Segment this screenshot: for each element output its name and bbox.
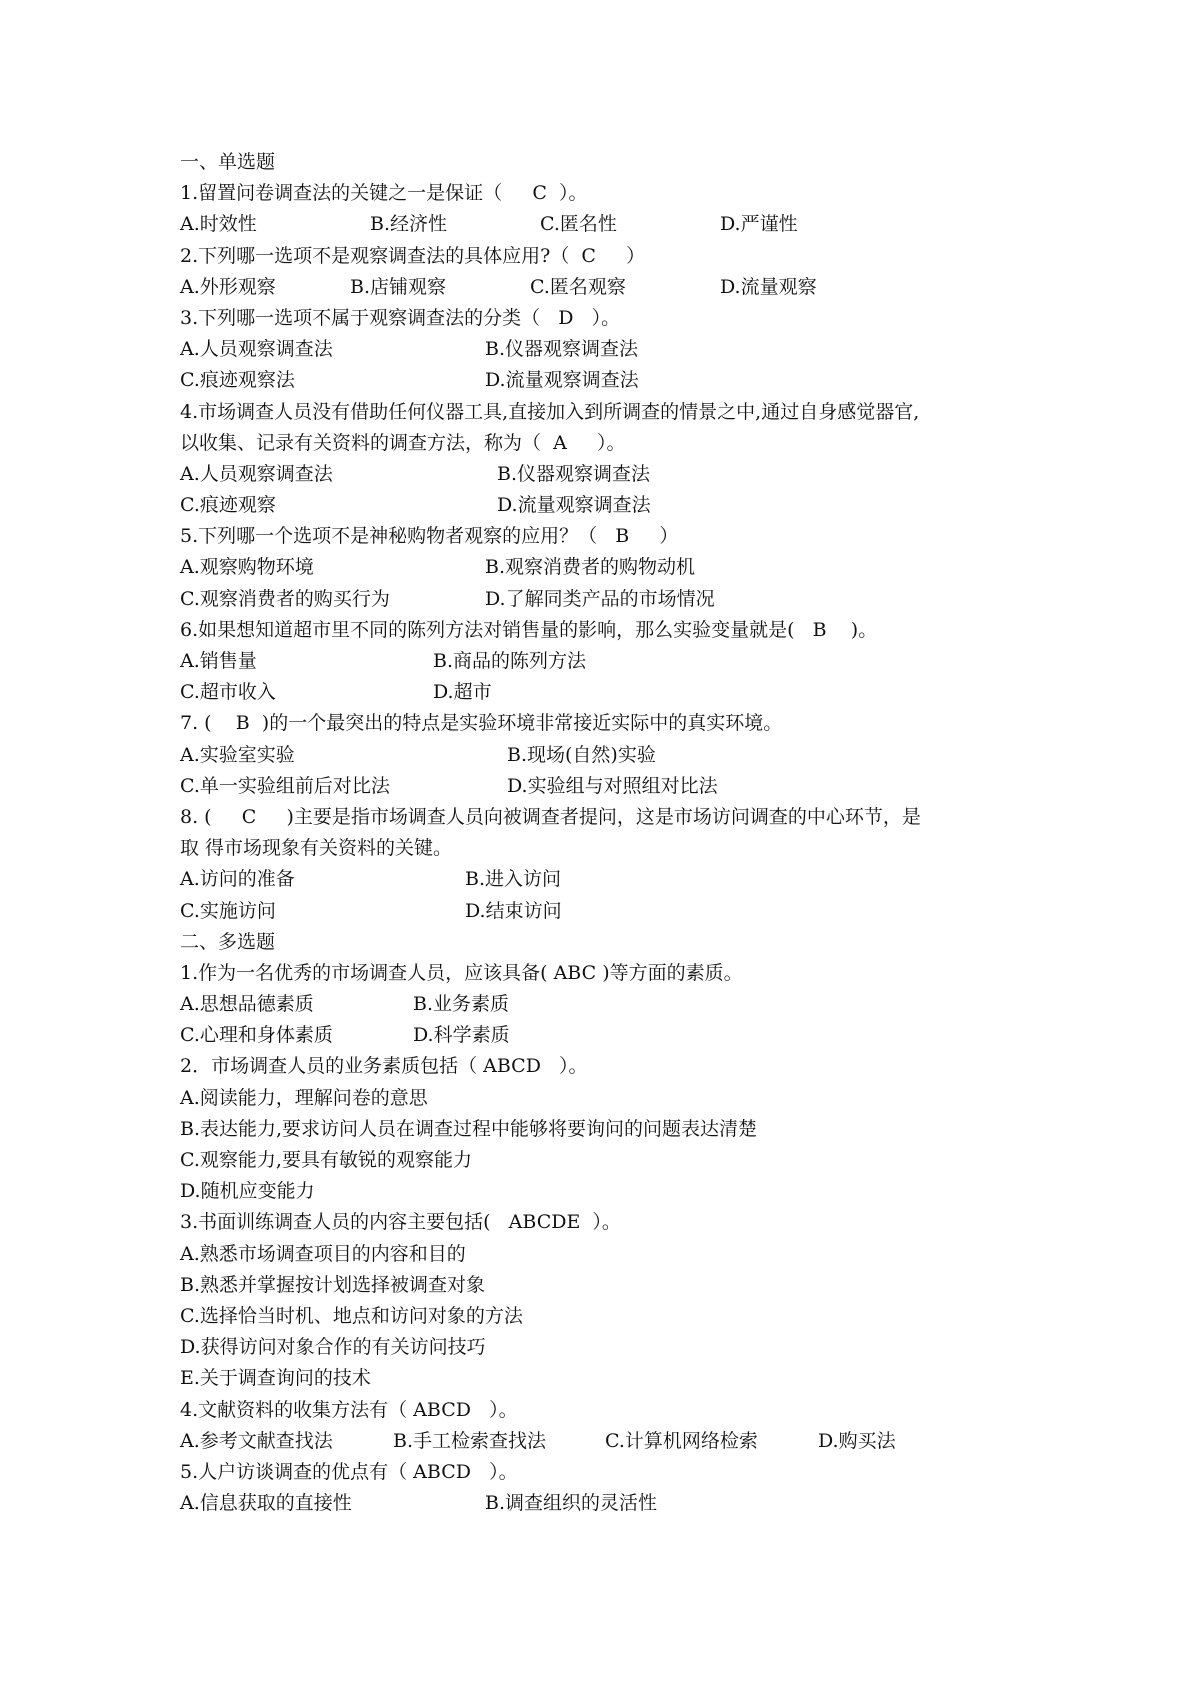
question-text: 5.下列哪一个选项不是神秘购物者观察的应用？（ B ）	[180, 525, 679, 548]
option-text: B.经济性	[370, 213, 448, 236]
option-row	[180, 272, 1080, 303]
option-text: B.商品的陈列方法	[433, 650, 587, 672]
option-text: C.心理和身体素质	[180, 1024, 333, 1047]
option-row	[180, 459, 1080, 490]
option-row	[180, 646, 1080, 677]
question-text: 3.书面训练调查人员的内容主要包括( ABCDE ）。	[180, 1211, 621, 1234]
option-text: B.进入访问	[465, 868, 562, 891]
option-text: C.实施访问	[180, 899, 276, 922]
option-row	[180, 896, 1080, 927]
option-text: A.人员观察调查法	[180, 462, 333, 485]
option-row	[180, 1020, 1080, 1051]
option-row	[180, 365, 1080, 396]
document-page	[180, 147, 1080, 1519]
question-text: 1.留置问卷调查法的关键之一是保证（ C ）。	[180, 182, 588, 205]
option-text: C.匿名性	[540, 213, 617, 236]
option-row	[180, 740, 1080, 771]
option-text: C.观察消费者的购买行为	[180, 587, 390, 610]
option-text: D.了解同类产品的市场情况	[485, 587, 715, 610]
question-text: 5.人户访谈调查的优点有（ ABCD ）。	[180, 1460, 518, 1483]
option-text: A.实验室实验	[180, 743, 295, 766]
question-text: B.熟悉并掌握按计划选择被调查对象	[180, 1273, 486, 1296]
question-text: D.随机应变能力	[180, 1180, 315, 1203]
option-text: B.手工检索查找法	[393, 1429, 547, 1452]
option-text: B.观察消费者的购物动机	[485, 556, 696, 579]
option-text: D.科学素质	[413, 1024, 510, 1047]
question-text: D.获得访问对象合作的有关访问技巧	[180, 1336, 486, 1359]
option-row	[180, 864, 1080, 895]
question-text: 3.下列哪一选项不属于观察调查法的分类（ D ）。	[180, 306, 621, 329]
option-text: A.人员观察调查法	[180, 338, 333, 361]
section-heading: 一、单选题	[180, 151, 276, 173]
option-text: D.超市	[433, 681, 492, 704]
option-text: A.访问的准备	[180, 868, 295, 891]
option-row	[180, 552, 1080, 583]
question-text: 以收集、记录有关资料的调查方法，称为（ A ）。	[180, 431, 626, 454]
option-row	[180, 334, 1080, 365]
option-row	[180, 771, 1080, 802]
option-text: A.观察购物环境	[180, 556, 314, 579]
option-text: D.严谨性	[720, 213, 798, 236]
option-text: A.时效性	[180, 213, 257, 236]
question-text: 2.下列哪一选项不是观察调查法的具体应用?（ C ）	[180, 244, 646, 267]
option-text: C.匿名观察	[530, 275, 626, 298]
option-text: A.外形观察	[180, 275, 276, 298]
question-text: C.选择恰当时机、地点和访问对象的方法	[180, 1304, 523, 1327]
question-text: 6.如果想知道超市里不同的陈列方法对销售量的影响，那么实验变量就是( B )。	[180, 618, 878, 641]
option-text: A.思想品德素质	[180, 993, 314, 1016]
question-text: E.关于调查询问的技术	[180, 1367, 371, 1390]
option-row	[180, 209, 1080, 240]
question-text: 取 得市场现象有关资料的关键。	[180, 837, 453, 860]
option-row	[180, 1488, 1080, 1519]
question-text: C.观察能力,要具有敏锐的观察能力	[180, 1149, 472, 1171]
section-heading: 二、多选题	[180, 930, 276, 953]
option-text: D.购买法	[818, 1429, 896, 1452]
option-text: C.计算机网络检索	[605, 1429, 758, 1452]
option-row	[180, 584, 1080, 615]
option-text: D.流量观察调查法	[485, 369, 639, 392]
option-text: B.店铺观察	[350, 275, 447, 298]
option-row	[180, 677, 1080, 708]
option-text: A.信息获取的直接性	[180, 1492, 352, 1515]
question-text: 7. ( B )的一个最突出的特点是实验环境非常接近实际中的真实环境。	[180, 712, 783, 735]
option-text: A.销售量	[180, 650, 257, 672]
question-text: 4.市场调查人员没有借助任何仪器工具,直接加入到所调查的情景之中,通过自身感觉器官,	[180, 400, 920, 423]
option-text: B.业务素质	[413, 993, 510, 1016]
option-row	[180, 1426, 1080, 1457]
option-text: D.流量观察	[720, 275, 817, 298]
question-text: A.阅读能力，理解问卷的意思	[180, 1086, 428, 1109]
question-text: A.熟悉市场调查项目的内容和目的	[180, 1242, 466, 1265]
option-text: C.痕迹观察法	[180, 369, 295, 392]
option-text: A.参考文献查找法	[180, 1429, 333, 1452]
question-text: 8. ( C )主要是指市场调查人员向被调查者提问，这是市场访问调查的中心环节，是	[180, 805, 921, 828]
question-text: 4.文献资料的收集方法有（ ABCD ）。	[180, 1398, 518, 1421]
option-text: C.痕迹观察	[180, 494, 276, 517]
option-text: D.流量观察调查法	[497, 494, 651, 517]
question-text: 2．市场调查人员的业务素质包括（ ABCD ）。	[180, 1055, 588, 1078]
option-text: D.实验组与对照组对比法	[507, 774, 718, 797]
question-text: B.表达能力,要求访问人员在调查过程中能够将要询问的问题表达清楚	[180, 1117, 758, 1140]
question-text: 1.作为一名优秀的市场调查人员，应该具备( ABC )等方面的素质。	[180, 961, 743, 984]
option-text: B.仪器观察调查法	[497, 462, 651, 485]
option-text: B.调查组织的灵活性	[485, 1492, 658, 1515]
option-text: C.超市收入	[180, 681, 276, 704]
option-text: C.单一实验组前后对比法	[180, 774, 390, 797]
option-text: D.结束访问	[465, 899, 562, 922]
option-text: B.仪器观察调查法	[485, 338, 639, 361]
option-text: B.现场(自然)实验	[507, 743, 656, 766]
option-row	[180, 989, 1080, 1020]
option-row	[180, 490, 1080, 521]
